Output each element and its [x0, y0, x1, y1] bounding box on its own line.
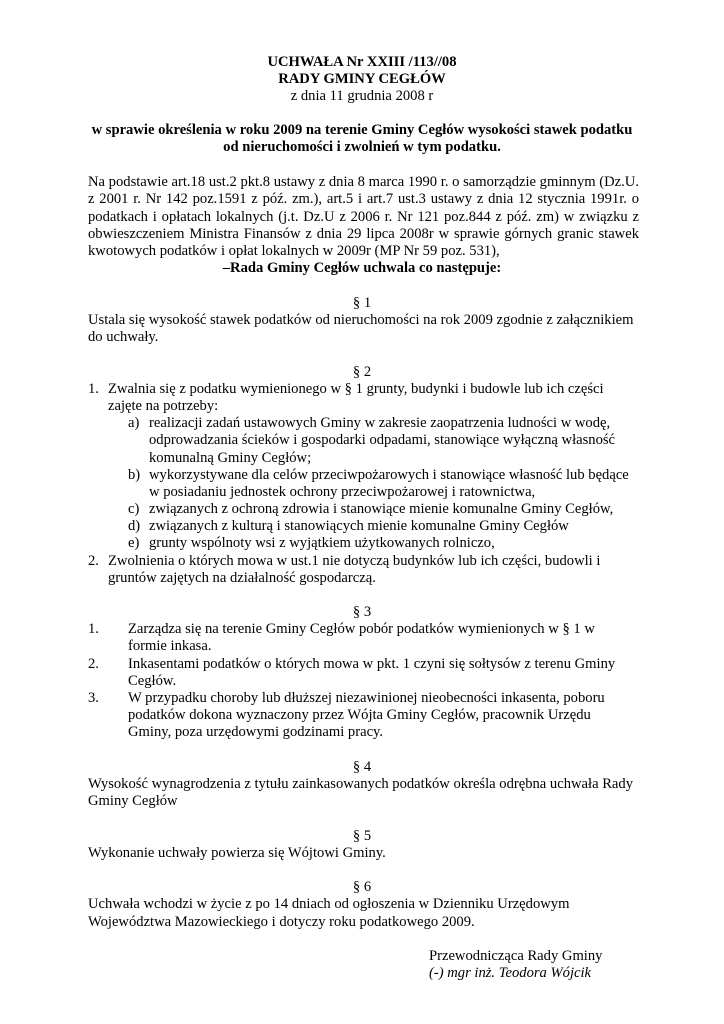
resolution-date: z dnia 11 grudnia 2008 r: [290, 88, 434, 104]
list-number: 2.: [88, 553, 99, 569]
list-item-text: Zwalnia się z podatku wymienionego w § 1 grunty, budynki i budowle lub ich części: [108, 381, 604, 397]
sub-item-text: realizacji zadań ustawowych Gminy w zakresie zaopatrzenia ludności w wodę,: [149, 415, 611, 431]
list-number: 1.: [88, 381, 99, 397]
list-item-text: W przypadku choroby lub dłuższej niezawinionej nieobecności inkasenta, poboru: [128, 690, 605, 706]
section-6-text: Województwa Mazowieckiego i dotyczy roku podatkowego 2009.: [88, 914, 475, 930]
signature-role: Przewodnicząca Rady Gminy: [429, 948, 603, 964]
list-number: 2.: [88, 656, 99, 672]
section-5-text: Wykonanie uchwały powierza się Wójtowi Gminy.: [88, 845, 386, 861]
sub-item-letter: d): [128, 518, 141, 534]
sub-item-text: grunty wspólnoty wsi z wyjątkiem użytkowanych rolniczo,: [149, 535, 495, 551]
list-item-text: Gminy, poza urzędowymi godzinami pracy.: [128, 724, 384, 740]
section-6-text: Uchwała wchodzi w życie z po 14 dniach od ogłoszenia w Dzienniku Urzędowym: [88, 896, 570, 912]
subject-line-2: od nieruchomości i zwolnień w tym podatku.: [223, 139, 501, 155]
list-item-text: gruntów zajętych na działalność gospodarczą.: [108, 570, 376, 586]
sub-item-text: związanych z ochroną zdrowia i stanowiące mienie komunalne Gminy Cegłów,: [149, 501, 614, 517]
preamble-line: podatkach i opłatach lokalnych (j.t. Dz.U z 2006 r. Nr 121 poz.844 z póź. zm) w związku z: [88, 209, 639, 225]
section-mark-6: § 6: [352, 879, 372, 895]
section-1-text: do uchwały.: [88, 329, 159, 345]
sub-item-letter: c): [128, 501, 140, 517]
sub-item-text: związanych z kulturą i stanowiących mienie komunalne Gminy Cegłów: [149, 518, 569, 534]
sub-item-letter: b): [128, 467, 141, 483]
sub-item-text: odprowadzania ścieków i gospodarki odpadami, stanowiące wyłączną własność: [149, 432, 616, 448]
sub-item-letter: a): [128, 415, 140, 431]
section-4-text: Gminy Cegłów: [88, 793, 178, 809]
section-mark-4: § 4: [352, 759, 372, 775]
preamble-line: obwieszczeniem Ministra Finansów z dnia 29 lipca 2008r w sprawie górnych granic stawek: [88, 226, 639, 242]
list-number: 1.: [88, 621, 99, 637]
list-item-text: Zwolnienia o których mowa w ust.1 nie dotyczą budynków lub ich części, budowli i: [108, 553, 601, 569]
list-item-text: formie inkasa.: [128, 638, 212, 654]
subject-line-1: w sprawie określenia w roku 2009 na terenie Gminy Cegłów wysokości stawek podatku: [91, 122, 633, 138]
resolution-title: UCHWAŁA Nr XXIII /113//08: [267, 54, 457, 70]
preamble-line: kwotowych podatków i opłat lokalnych w 2009r (MP Nr 59 poz. 531),: [88, 243, 500, 259]
list-item-text: Cegłów.: [128, 673, 177, 689]
sub-item-letter: e): [128, 535, 140, 551]
section-mark-3: § 3: [352, 604, 372, 620]
council-name: RADY GMINY CEGŁÓW: [278, 71, 446, 87]
list-item-text: podatków dokona wyznaczony przez Wójta Gminy Cegłów, pracownik Urzędu: [128, 707, 591, 723]
list-item-text: Zarządza się na terenie Gminy Cegłów pobór podatków wymienionych w § 1 w: [128, 621, 595, 637]
sub-item-text: komunalną Gminy Cegłów;: [149, 450, 312, 466]
list-item-text: zajęte na potrzeby:: [108, 398, 219, 414]
sub-item-text: wykorzystywane dla celów przeciwpożarowych i stanowiące własność lub będące: [149, 467, 629, 483]
list-number: 3.: [88, 690, 99, 706]
preamble-line: Na podstawie art.18 ust.2 pkt.8 ustawy z dnia 8 marca 1990 r. o samorządzie gminnym (Dz.U.: [88, 174, 639, 190]
section-1-text: Ustala się wysokość stawek podatków od nieruchomości na rok 2009 zgodnie z załącznikiem: [88, 312, 634, 328]
section-mark-2: § 2: [352, 364, 372, 380]
resolution-clause: –Rada Gminy Cegłów uchwala co następuje:: [222, 260, 502, 276]
section-4-text: Wysokość wynagrodzenia z tytułu zainkasowanych podatków określa odrębna uchwała Rady: [88, 776, 633, 792]
signature-name: (-) mgr inż. Teodora Wójcik: [429, 965, 592, 981]
section-mark-1: § 1: [352, 295, 372, 311]
sub-item-text: w posiadaniu jednostek ochrony przeciwpożarowej i ratownictwa,: [149, 484, 536, 500]
section-mark-5: § 5: [352, 828, 372, 844]
list-item-text: Inkasentami podatków o których mowa w pkt. 1 czyni się sołtysów z terenu Gminy: [128, 656, 616, 672]
preamble-line: z 2001 r. Nr 142 poz.1591 z póź. zm.), art.5 i art.7 ust.3 ustawy z dnia 12 stycznia 1991r. o: [88, 191, 639, 207]
